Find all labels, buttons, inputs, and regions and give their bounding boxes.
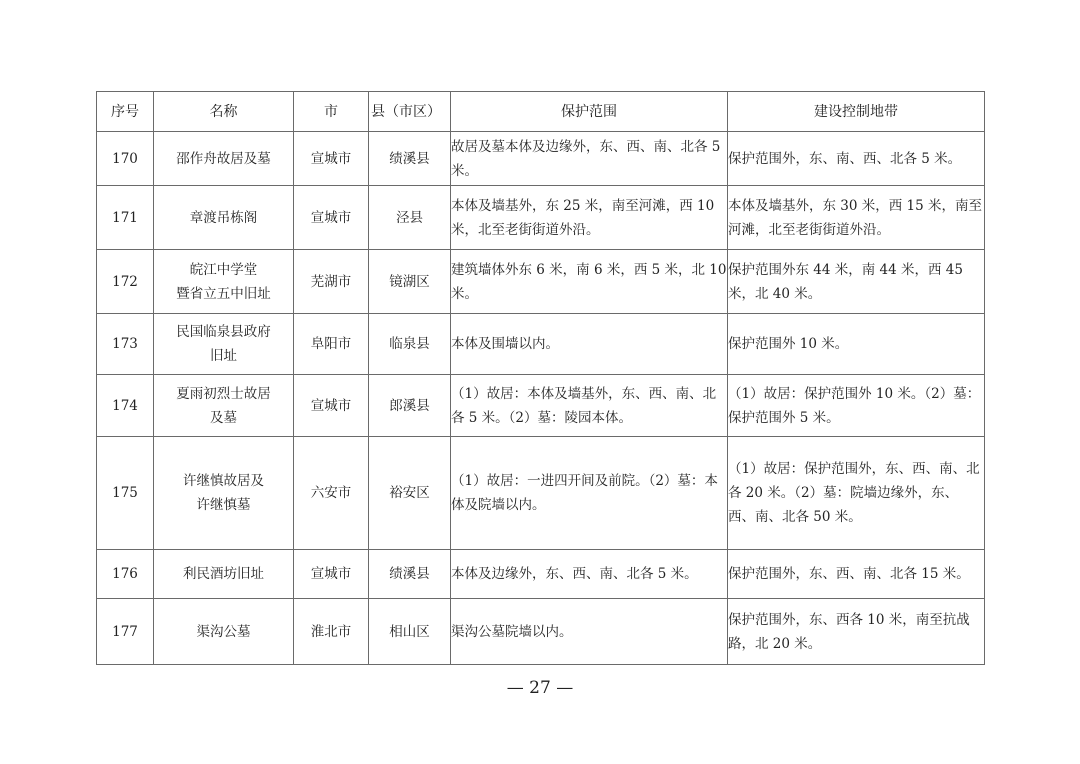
- name-line: 暨省立五中旧址: [176, 285, 271, 302]
- cell-city: 芜湖市: [294, 250, 369, 314]
- cell-construction-control-zone: 保护范围外，东、南、西、北各 5 米。: [728, 132, 985, 186]
- cell-index: 175: [97, 437, 154, 550]
- name-line: 渠沟公墓: [196, 623, 251, 640]
- header-county: 县（市区）: [369, 92, 451, 132]
- cell-protection-scope: 渠沟公墓院墙以内。: [451, 599, 728, 665]
- cell-county: 临泉县: [369, 314, 451, 375]
- cell-county: 绩溪县: [369, 132, 451, 186]
- header-protection-scope: 保护范围: [451, 92, 728, 132]
- cell-city: 阜阳市: [294, 314, 369, 375]
- table-row: [97, 599, 985, 665]
- cell-county: 裕安区: [369, 437, 451, 550]
- table-row: [97, 375, 985, 437]
- cell-index: 176: [97, 550, 154, 599]
- cell-construction-control-zone: 保护范围外 10 米。: [728, 314, 985, 375]
- name-line: 许继慎故居及: [183, 473, 264, 489]
- cell-index: 170: [97, 132, 154, 186]
- cell-county: 郎溪县: [369, 375, 451, 437]
- cell-name: [154, 599, 294, 665]
- cell-construction-control-zone: （1）故居：保护范围外，东、西、南、北各 20 米。（2）墓：院墙边缘外，东、西、南、北各 50 米。: [728, 437, 985, 550]
- cell-construction-control-zone: 保护范围外东 44 米，南 44 米，西 45 米，北 40 米。: [728, 250, 985, 314]
- cell-protection-scope: 建筑墙体外东 6 米，南 6 米，西 5 米，北 10 米。: [451, 250, 728, 314]
- cell-construction-control-zone: 保护范围外，东、西各 10 米，南至抗战路，北 20 米。: [728, 599, 985, 665]
- cell-city: 宣城市: [294, 375, 369, 437]
- table-row: [97, 314, 985, 375]
- table-row: [97, 437, 985, 550]
- cell-protection-scope: （1）故居：一进四开间及前院。（2）墓：本体及院墙以内。: [451, 437, 728, 550]
- cell-city: 宣城市: [294, 186, 369, 250]
- cell-county: 相山区: [369, 599, 451, 665]
- cell-city: 六安市: [294, 437, 369, 550]
- name-line: 许继慎墓: [196, 497, 251, 513]
- cell-city: 宣城市: [294, 550, 369, 599]
- cell-name: [154, 186, 294, 250]
- cell-protection-scope: （1）故居：本体及墙基外，东、西、南、北各 5 米。（2）墓：陵园本体。: [451, 375, 728, 437]
- header-construction-control-zone: 建设控制地带: [728, 92, 985, 132]
- cell-name: [154, 250, 294, 314]
- name-line: 利民酒坊旧址: [183, 566, 264, 582]
- cell-county: 绩溪县: [369, 550, 451, 599]
- cell-index: 173: [97, 314, 154, 375]
- table-header-row: [97, 92, 985, 132]
- name-line: 邵作舟故居及墓: [176, 150, 271, 167]
- table-row: [97, 132, 985, 186]
- header-name: 名称: [154, 92, 294, 132]
- cell-index: 174: [97, 375, 154, 437]
- header-city: 市: [294, 92, 369, 132]
- cell-index: 172: [97, 250, 154, 314]
- header-index: 序号: [97, 92, 154, 132]
- cell-protection-scope: 本体及围墙以内。: [451, 314, 728, 375]
- cell-protection-scope: 本体及边缘外，东、西、南、北各 5 米。: [451, 550, 728, 599]
- cell-name: [154, 437, 294, 550]
- page-number: — 27 —: [506, 678, 574, 698]
- cell-construction-control-zone: （1）故居：保护范围外 10 米。（2）墓：保护范围外 5 米。: [728, 375, 985, 437]
- cell-protection-scope: 故居及墓本体及边缘外，东、西、南、北各 5 米。: [451, 132, 728, 186]
- cell-construction-control-zone: 本体及墙基外，东 30 米，西 15 米，南至河滩，北至老街街道外沿。: [728, 186, 985, 250]
- cell-name: [154, 550, 294, 599]
- heritage-protection-table: [96, 91, 985, 665]
- name-line: 章渡吊栋阁: [189, 209, 258, 226]
- name-line: 皖江中学堂: [189, 261, 258, 278]
- table-row: [97, 550, 985, 599]
- name-line: 民国临泉县政府: [176, 324, 271, 340]
- table-row: [97, 250, 985, 314]
- cell-index: 177: [97, 599, 154, 665]
- cell-county: 泾县: [369, 186, 451, 250]
- cell-construction-control-zone: 保护范围外，东、西、南、北各 15 米。: [728, 550, 985, 599]
- cell-name: [154, 132, 294, 186]
- cell-county: 镜湖区: [369, 250, 451, 314]
- cell-name: [154, 314, 294, 375]
- table-row: [97, 186, 985, 250]
- cell-city: 宣城市: [294, 132, 369, 186]
- name-line: 夏雨初烈士故居: [176, 385, 271, 402]
- name-line: 旧址: [210, 348, 237, 364]
- cell-name: [154, 375, 294, 437]
- cell-city: 淮北市: [294, 599, 369, 665]
- cell-protection-scope: 本体及墙基外，东 25 米，南至河滩，西 10 米，北至老街街道外沿。: [451, 186, 728, 250]
- name-line: 及墓: [210, 409, 237, 426]
- cell-index: 171: [97, 186, 154, 250]
